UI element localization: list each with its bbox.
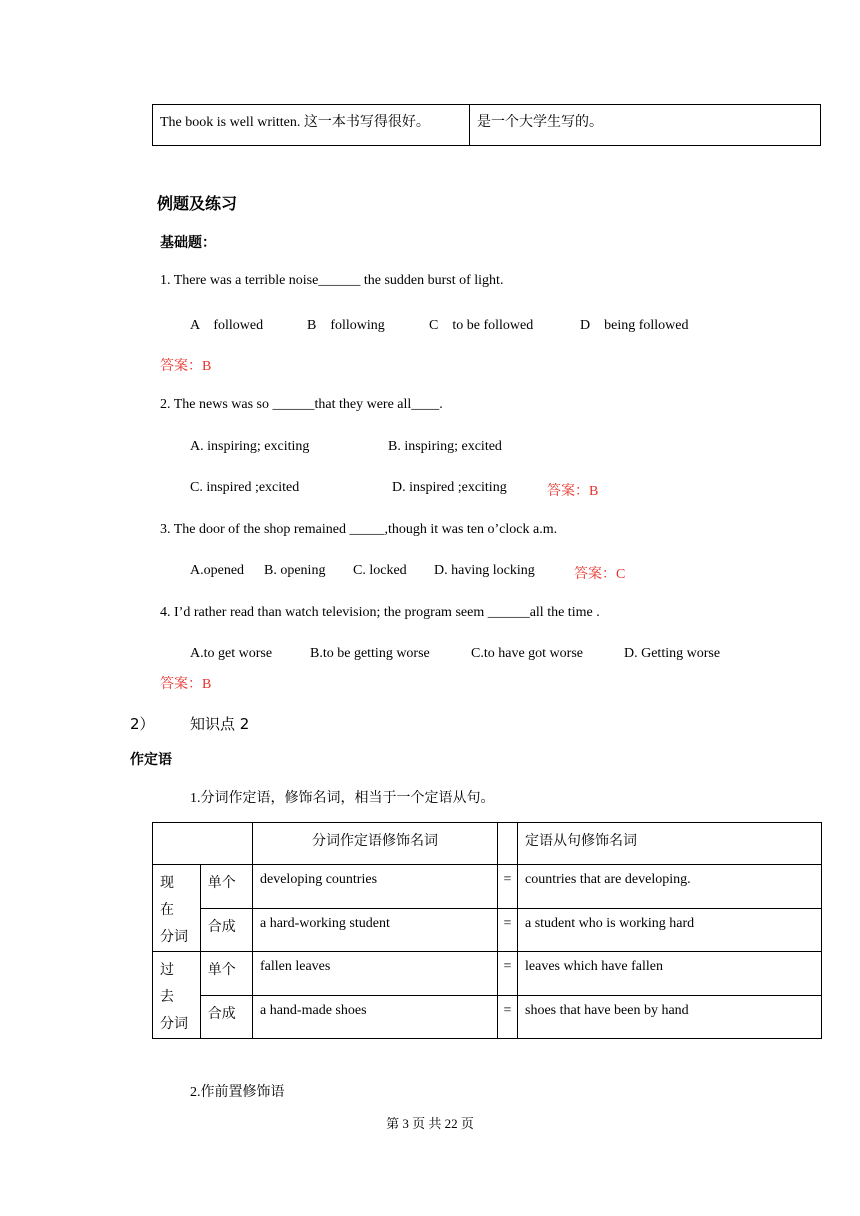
answer-4: 答案：B <box>160 677 212 692</box>
header-eq-empty <box>498 823 518 865</box>
option-b: B.to be getting worse <box>310 646 430 661</box>
attribute-table <box>152 822 822 1039</box>
table-row <box>153 865 822 909</box>
question-3: 3. The door of the shop remained _____,though it was ten o’clock a.m. <box>160 522 558 537</box>
basic-label: 基础题： <box>160 235 216 251</box>
row-clause: a student who is working hard <box>518 908 822 952</box>
knowledge-number: 2） <box>130 715 155 733</box>
table-row <box>153 995 822 1039</box>
attr-heading: 作定语 <box>130 752 172 768</box>
group-label-past <box>153 952 201 1039</box>
row-clause: countries that are developing. <box>518 865 822 909</box>
option-d: D. having locking <box>434 563 535 578</box>
answer-3: 答案：C <box>574 567 626 582</box>
row-clause: shoes that have been by hand <box>518 995 822 1039</box>
group-label-present <box>153 865 201 952</box>
group-label-line1: 过 去 <box>160 963 188 1005</box>
page-footer: 第 3 页 共 22 页 <box>386 1116 474 1131</box>
table-row <box>153 952 822 996</box>
row-kind: 合成 <box>200 995 252 1039</box>
point-1: 1.分词作定语，修饰名词，相当于一个定语从句。 <box>190 791 495 806</box>
row-kind: 单个 <box>200 952 252 996</box>
option-b: B following <box>307 318 385 333</box>
top-table-left-cell: The book is well written. 这一本书写得很好。 <box>153 105 470 146</box>
header-left: 分词作定语修饰名词 <box>253 823 498 865</box>
option-b: B. opening <box>264 563 326 578</box>
header-right: 定语从句修饰名词 <box>518 823 822 865</box>
section-title: 例题及练习 <box>157 194 238 213</box>
row-kind: 单个 <box>200 865 252 909</box>
row-equals: = <box>498 908 518 952</box>
row-phrase: developing countries <box>253 865 498 909</box>
table-row <box>153 908 822 952</box>
option-c: C.to have got worse <box>471 646 583 661</box>
row-phrase: a hand-made shoes <box>253 995 498 1039</box>
table-header-row <box>153 823 822 865</box>
row-phrase: a hard-working student <box>253 908 498 952</box>
knowledge-title: 知识点 2 <box>190 715 250 733</box>
point-2: 2.作前置修饰语 <box>190 1085 285 1100</box>
row-phrase: fallen leaves <box>253 952 498 996</box>
option-b: B. inspiring; excited <box>388 439 502 454</box>
option-a: A.to get worse <box>190 646 273 661</box>
header-empty-cell <box>153 823 253 865</box>
option-a: A.opened <box>190 563 245 578</box>
option-c: C. locked <box>353 563 407 578</box>
group-label-line2: 分词 <box>160 1017 188 1032</box>
group-label-line1: 现 在 <box>160 876 188 918</box>
row-kind: 合成 <box>200 908 252 952</box>
top-table <box>152 104 821 146</box>
question-1: 1. There was a terrible noise______ the sudden burst of light. <box>160 273 504 288</box>
row-equals: = <box>498 995 518 1039</box>
option-d: D. Getting worse <box>624 646 721 661</box>
option-c: C. inspired ;excited <box>190 480 300 495</box>
option-d: D being followed <box>580 318 689 333</box>
table-row <box>153 105 821 146</box>
row-equals: = <box>498 865 518 909</box>
option-a: A. inspiring; exciting <box>190 439 310 454</box>
option-c: C to be followed <box>429 318 534 333</box>
question-4: 4. I’d rather read than watch television; the program seem ______all the time . <box>160 605 600 620</box>
group-label-line2: 分词 <box>160 930 188 945</box>
row-clause: leaves which have fallen <box>518 952 822 996</box>
answer-2: 答案：B <box>547 484 599 499</box>
top-table-right-cell: 是一个大学生写的。 <box>470 105 821 146</box>
question-2: 2. The news was so ______that they were all____. <box>160 397 443 412</box>
option-a: A followed <box>190 318 264 333</box>
row-equals: = <box>498 952 518 996</box>
option-d: D. inspired ;exciting <box>392 480 507 495</box>
answer-1: 答案：B <box>160 359 212 374</box>
